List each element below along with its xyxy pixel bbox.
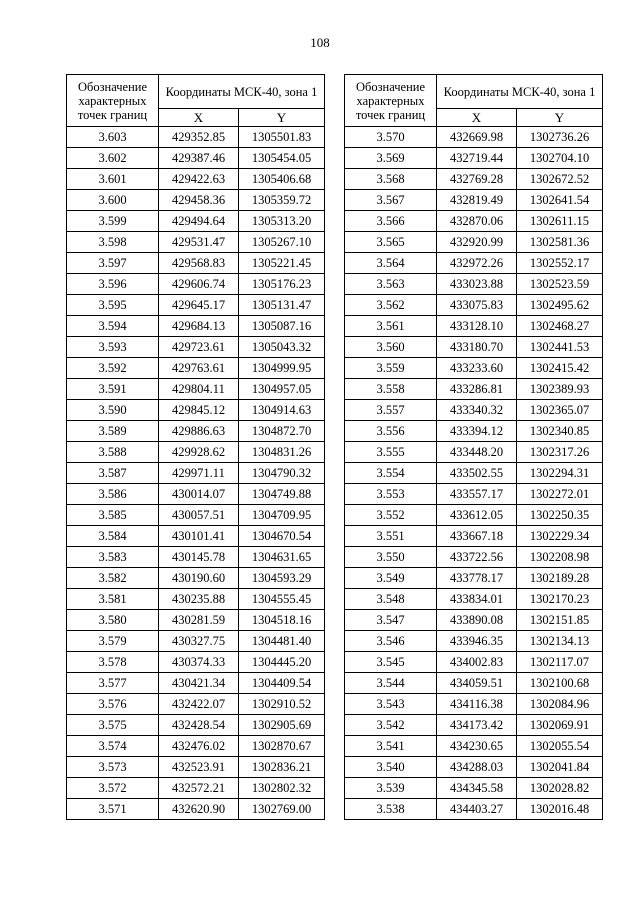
point-id-cell: 3.546: [345, 631, 437, 652]
table-row: [67, 589, 325, 610]
x-coordinate-cell: 432620.90: [159, 799, 239, 820]
y-coordinate-cell: 1302229.34: [517, 526, 603, 547]
x-coordinate-cell: 429971.11: [159, 463, 239, 484]
point-id-cell: 3.594: [67, 316, 159, 337]
y-coordinate-cell: 1305131.47: [239, 295, 325, 316]
coords-header: Координаты МСК-40, зона 1: [159, 75, 325, 109]
table-row: [345, 505, 603, 526]
point-id-cell: 3.603: [67, 127, 159, 148]
point-id-cell: 3.545: [345, 652, 437, 673]
point-id-cell: 3.549: [345, 568, 437, 589]
point-id-cell: 3.555: [345, 442, 437, 463]
point-id-cell: 3.599: [67, 211, 159, 232]
x-coordinate-cell: 429494.64: [159, 211, 239, 232]
y-coordinate-cell: 1302736.26: [517, 127, 603, 148]
x-coordinate-cell: 429804.11: [159, 379, 239, 400]
y-coordinate-cell: 1304518.16: [239, 610, 325, 631]
point-id-cell: 3.541: [345, 736, 437, 757]
y-coordinate-cell: 1302468.27: [517, 316, 603, 337]
point-id-cell: 3.547: [345, 610, 437, 631]
point-id-cell: 3.569: [345, 148, 437, 169]
x-coordinate-cell: 432769.28: [437, 169, 517, 190]
y-coordinate-cell: 1305501.83: [239, 127, 325, 148]
x-coordinate-cell: 434002.83: [437, 652, 517, 673]
x-coordinate-cell: 430145.78: [159, 547, 239, 568]
table-row: [345, 484, 603, 505]
x-coordinate-cell: 430101.41: [159, 526, 239, 547]
table-row: [345, 211, 603, 232]
x-coordinate-cell: 429568.83: [159, 253, 239, 274]
y-coordinate-cell: 1302441.53: [517, 337, 603, 358]
point-id-cell: 3.572: [67, 778, 159, 799]
designation-header: Обозначение характерных точек границ: [345, 75, 437, 127]
y-coordinate-cell: 1304593.29: [239, 568, 325, 589]
table-row: [67, 211, 325, 232]
table-row: [67, 736, 325, 757]
point-id-cell: 3.562: [345, 295, 437, 316]
y-coordinate-cell: 1302704.10: [517, 148, 603, 169]
y-coordinate-cell: 1305313.20: [239, 211, 325, 232]
table-row: [67, 526, 325, 547]
point-id-cell: 3.590: [67, 400, 159, 421]
y-coordinate-cell: 1302495.62: [517, 295, 603, 316]
table-row: [345, 442, 603, 463]
point-id-cell: 3.577: [67, 673, 159, 694]
point-id-cell: 3.543: [345, 694, 437, 715]
x-coordinate-cell: 429845.12: [159, 400, 239, 421]
table-row: [345, 568, 603, 589]
x-coordinate-cell: 432972.26: [437, 253, 517, 274]
y-coordinate-cell: 1304555.45: [239, 589, 325, 610]
table-row: [67, 169, 325, 190]
table-row: [67, 274, 325, 295]
point-id-cell: 3.602: [67, 148, 159, 169]
x-coordinate-cell: 433667.18: [437, 526, 517, 547]
y-coordinate-cell: 1302041.84: [517, 757, 603, 778]
table-row: [67, 400, 325, 421]
y-coordinate-cell: 1302389.93: [517, 379, 603, 400]
table-row: [345, 421, 603, 442]
point-id-cell: 3.540: [345, 757, 437, 778]
point-id-cell: 3.550: [345, 547, 437, 568]
point-id-cell: 3.565: [345, 232, 437, 253]
table-row: [345, 295, 603, 316]
table-row: [67, 232, 325, 253]
x-coordinate-cell: 434403.27: [437, 799, 517, 820]
y-coordinate-cell: 1304409.54: [239, 673, 325, 694]
point-id-cell: 3.556: [345, 421, 437, 442]
y-coordinate-cell: 1305267.10: [239, 232, 325, 253]
point-id-cell: 3.598: [67, 232, 159, 253]
x-coordinate-cell: 430190.60: [159, 568, 239, 589]
table-row: [67, 799, 325, 820]
table-row: [345, 127, 603, 148]
point-id-cell: 3.567: [345, 190, 437, 211]
x-coordinate-cell: 429606.74: [159, 274, 239, 295]
table-row: [67, 379, 325, 400]
y-coordinate-cell: 1304999.95: [239, 358, 325, 379]
table-row: [67, 421, 325, 442]
x-coordinate-cell: 429458.36: [159, 190, 239, 211]
x-coordinate-cell: 432920.99: [437, 232, 517, 253]
table-row: [67, 127, 325, 148]
point-id-cell: 3.571: [67, 799, 159, 820]
table-row: [67, 190, 325, 211]
table-body: [345, 127, 603, 820]
y-coordinate-cell: 1304790.32: [239, 463, 325, 484]
point-id-cell: 3.564: [345, 253, 437, 274]
table-row: [67, 652, 325, 673]
table-row: [345, 316, 603, 337]
y-coordinate-cell: 1302117.07: [517, 652, 603, 673]
x-coordinate-cell: 430235.88: [159, 589, 239, 610]
x-header: X: [159, 109, 239, 127]
x-coordinate-cell: 429387.46: [159, 148, 239, 169]
y-coordinate-cell: 1304831.26: [239, 442, 325, 463]
x-coordinate-cell: 430281.59: [159, 610, 239, 631]
table-row: [345, 589, 603, 610]
point-id-cell: 3.601: [67, 169, 159, 190]
x-coordinate-cell: 432870.06: [437, 211, 517, 232]
table-row: [345, 715, 603, 736]
x-coordinate-cell: 433946.35: [437, 631, 517, 652]
y-coordinate-cell: 1302055.54: [517, 736, 603, 757]
y-coordinate-cell: 1302100.68: [517, 673, 603, 694]
table-row: [345, 463, 603, 484]
x-coordinate-cell: 434230.65: [437, 736, 517, 757]
table-row: [67, 295, 325, 316]
y-coordinate-cell: 1302272.01: [517, 484, 603, 505]
table-row: [345, 232, 603, 253]
point-id-cell: 3.560: [345, 337, 437, 358]
point-id-cell: 3.554: [345, 463, 437, 484]
table-row: [345, 358, 603, 379]
page-number: 108: [310, 35, 330, 50]
point-id-cell: 3.563: [345, 274, 437, 295]
x-coordinate-cell: 432476.02: [159, 736, 239, 757]
x-coordinate-cell: 434173.42: [437, 715, 517, 736]
x-coordinate-cell: 430374.33: [159, 652, 239, 673]
table-row: [67, 757, 325, 778]
y-coordinate-cell: 1302317.26: [517, 442, 603, 463]
y-coordinate-cell: 1305454.05: [239, 148, 325, 169]
point-id-cell: 3.592: [67, 358, 159, 379]
table-row: [67, 316, 325, 337]
point-id-cell: 3.566: [345, 211, 437, 232]
y-coordinate-cell: 1305087.16: [239, 316, 325, 337]
point-id-cell: 3.544: [345, 673, 437, 694]
x-coordinate-cell: 429723.61: [159, 337, 239, 358]
point-id-cell: 3.579: [67, 631, 159, 652]
point-id-cell: 3.591: [67, 379, 159, 400]
x-coordinate-cell: 429422.63: [159, 169, 239, 190]
table-body: [67, 127, 325, 820]
table-row: [67, 463, 325, 484]
x-coordinate-cell: 433394.12: [437, 421, 517, 442]
y-coordinate-cell: 1304631.65: [239, 547, 325, 568]
x-coordinate-cell: 432523.91: [159, 757, 239, 778]
y-coordinate-cell: 1304670.54: [239, 526, 325, 547]
table-row: [67, 442, 325, 463]
point-id-cell: 3.583: [67, 547, 159, 568]
table-row: [67, 610, 325, 631]
point-id-cell: 3.578: [67, 652, 159, 673]
table-row: [67, 484, 325, 505]
coordinates-table-right: [344, 74, 603, 820]
point-id-cell: 3.568: [345, 169, 437, 190]
y-coordinate-cell: 1302028.82: [517, 778, 603, 799]
x-coordinate-cell: 432572.21: [159, 778, 239, 799]
x-coordinate-cell: 432428.54: [159, 715, 239, 736]
table-row: [67, 715, 325, 736]
y-coordinate-cell: 1302189.28: [517, 568, 603, 589]
designation-header: Обозначение характерных точек границ: [67, 75, 159, 127]
y-coordinate-cell: 1302870.67: [239, 736, 325, 757]
table-row: [345, 547, 603, 568]
x-coordinate-cell: 434059.51: [437, 673, 517, 694]
y-coordinate-cell: 1304914.63: [239, 400, 325, 421]
point-id-cell: 3.548: [345, 589, 437, 610]
point-id-cell: 3.597: [67, 253, 159, 274]
table-row: [67, 673, 325, 694]
x-coordinate-cell: 433502.55: [437, 463, 517, 484]
y-coordinate-cell: 1304872.70: [239, 421, 325, 442]
table-row: [345, 400, 603, 421]
point-id-cell: 3.558: [345, 379, 437, 400]
point-id-cell: 3.561: [345, 316, 437, 337]
y-coordinate-cell: 1302134.13: [517, 631, 603, 652]
point-id-cell: 3.582: [67, 568, 159, 589]
x-coordinate-cell: 429645.17: [159, 295, 239, 316]
table-row: [345, 190, 603, 211]
x-coordinate-cell: 430421.34: [159, 673, 239, 694]
point-id-cell: 3.600: [67, 190, 159, 211]
x-coordinate-cell: 429531.47: [159, 232, 239, 253]
y-coordinate-cell: 1304957.05: [239, 379, 325, 400]
table-row: [345, 694, 603, 715]
y-coordinate-cell: 1305043.32: [239, 337, 325, 358]
x-coordinate-cell: 433722.56: [437, 547, 517, 568]
point-id-cell: 3.552: [345, 505, 437, 526]
point-id-cell: 3.596: [67, 274, 159, 295]
y-coordinate-cell: 1302415.42: [517, 358, 603, 379]
x-coordinate-cell: 433340.32: [437, 400, 517, 421]
table-row: [345, 778, 603, 799]
table-row: [345, 379, 603, 400]
x-coordinate-cell: 432719.44: [437, 148, 517, 169]
table-row: [67, 568, 325, 589]
point-id-cell: 3.585: [67, 505, 159, 526]
x-coordinate-cell: 432422.07: [159, 694, 239, 715]
x-coordinate-cell: 433890.08: [437, 610, 517, 631]
point-id-cell: 3.553: [345, 484, 437, 505]
y-coordinate-cell: 1302016.48: [517, 799, 603, 820]
y-header: Y: [239, 109, 325, 127]
y-coordinate-cell: 1304709.95: [239, 505, 325, 526]
x-coordinate-cell: 432819.49: [437, 190, 517, 211]
point-id-cell: 3.559: [345, 358, 437, 379]
x-coordinate-cell: 433557.17: [437, 484, 517, 505]
table-row: [345, 610, 603, 631]
y-coordinate-cell: 1302552.17: [517, 253, 603, 274]
x-coordinate-cell: 430057.51: [159, 505, 239, 526]
point-id-cell: 3.593: [67, 337, 159, 358]
point-id-cell: 3.538: [345, 799, 437, 820]
point-id-cell: 3.587: [67, 463, 159, 484]
table-row: [345, 253, 603, 274]
y-coordinate-cell: 1302523.59: [517, 274, 603, 295]
coordinates-table-left: [66, 74, 325, 820]
y-coordinate-cell: 1302365.07: [517, 400, 603, 421]
y-coordinate-cell: 1302340.85: [517, 421, 603, 442]
x-coordinate-cell: 429763.61: [159, 358, 239, 379]
point-id-cell: 3.574: [67, 736, 159, 757]
point-id-cell: 3.581: [67, 589, 159, 610]
point-id-cell: 3.576: [67, 694, 159, 715]
y-coordinate-cell: 1302294.31: [517, 463, 603, 484]
x-coordinate-cell: 433233.60: [437, 358, 517, 379]
table-row: [345, 337, 603, 358]
point-id-cell: 3.580: [67, 610, 159, 631]
x-header: X: [437, 109, 517, 127]
point-id-cell: 3.584: [67, 526, 159, 547]
y-coordinate-cell: 1304749.88: [239, 484, 325, 505]
table-row: [67, 547, 325, 568]
point-id-cell: 3.539: [345, 778, 437, 799]
table-row: [67, 631, 325, 652]
x-coordinate-cell: 433612.05: [437, 505, 517, 526]
y-coordinate-cell: 1305406.68: [239, 169, 325, 190]
x-coordinate-cell: 429352.85: [159, 127, 239, 148]
point-id-cell: 3.573: [67, 757, 159, 778]
point-id-cell: 3.570: [345, 127, 437, 148]
y-coordinate-cell: 1302905.69: [239, 715, 325, 736]
y-coordinate-cell: 1305221.45: [239, 253, 325, 274]
x-coordinate-cell: 433023.88: [437, 274, 517, 295]
x-coordinate-cell: 433778.17: [437, 568, 517, 589]
point-id-cell: 3.589: [67, 421, 159, 442]
x-coordinate-cell: 429928.62: [159, 442, 239, 463]
table-row: [345, 673, 603, 694]
y-coordinate-cell: 1302151.85: [517, 610, 603, 631]
y-coordinate-cell: 1302170.23: [517, 589, 603, 610]
y-coordinate-cell: 1305176.23: [239, 274, 325, 295]
table-row: [67, 778, 325, 799]
y-coordinate-cell: 1304481.40: [239, 631, 325, 652]
table-row: [345, 757, 603, 778]
coords-header: Координаты МСК-40, зона 1: [437, 75, 603, 109]
table-row: [67, 253, 325, 274]
x-coordinate-cell: 433834.01: [437, 589, 517, 610]
x-coordinate-cell: 429886.63: [159, 421, 239, 442]
y-header: Y: [517, 109, 603, 127]
x-coordinate-cell: 433128.10: [437, 316, 517, 337]
table-row: [345, 274, 603, 295]
point-id-cell: 3.588: [67, 442, 159, 463]
point-id-cell: 3.575: [67, 715, 159, 736]
y-coordinate-cell: 1302069.91: [517, 715, 603, 736]
table-row: [67, 358, 325, 379]
table-row: [345, 148, 603, 169]
x-coordinate-cell: 433180.70: [437, 337, 517, 358]
x-coordinate-cell: 429684.13: [159, 316, 239, 337]
y-coordinate-cell: 1302084.96: [517, 694, 603, 715]
table-row: [67, 505, 325, 526]
table-row: [345, 526, 603, 547]
x-coordinate-cell: 434345.58: [437, 778, 517, 799]
point-id-cell: 3.542: [345, 715, 437, 736]
y-coordinate-cell: 1302672.52: [517, 169, 603, 190]
table-row: [345, 736, 603, 757]
x-coordinate-cell: 433286.81: [437, 379, 517, 400]
x-coordinate-cell: 432669.98: [437, 127, 517, 148]
y-coordinate-cell: 1304445.20: [239, 652, 325, 673]
x-coordinate-cell: 433075.83: [437, 295, 517, 316]
y-coordinate-cell: 1302611.15: [517, 211, 603, 232]
y-coordinate-cell: 1305359.72: [239, 190, 325, 211]
y-coordinate-cell: 1302802.32: [239, 778, 325, 799]
x-coordinate-cell: 430014.07: [159, 484, 239, 505]
table-row: [345, 169, 603, 190]
table-row: [345, 631, 603, 652]
table-row: [345, 652, 603, 673]
x-coordinate-cell: 434288.03: [437, 757, 517, 778]
y-coordinate-cell: 1302910.52: [239, 694, 325, 715]
point-id-cell: 3.595: [67, 295, 159, 316]
table-row: [67, 694, 325, 715]
y-coordinate-cell: 1302208.98: [517, 547, 603, 568]
table-row: [67, 148, 325, 169]
x-coordinate-cell: 434116.38: [437, 694, 517, 715]
point-id-cell: 3.551: [345, 526, 437, 547]
x-coordinate-cell: 430327.75: [159, 631, 239, 652]
y-coordinate-cell: 1302836.21: [239, 757, 325, 778]
y-coordinate-cell: 1302641.54: [517, 190, 603, 211]
point-id-cell: 3.586: [67, 484, 159, 505]
table-row: [67, 337, 325, 358]
point-id-cell: 3.557: [345, 400, 437, 421]
y-coordinate-cell: 1302769.00: [239, 799, 325, 820]
y-coordinate-cell: 1302581.36: [517, 232, 603, 253]
table-row: [345, 799, 603, 820]
x-coordinate-cell: 433448.20: [437, 442, 517, 463]
y-coordinate-cell: 1302250.35: [517, 505, 603, 526]
